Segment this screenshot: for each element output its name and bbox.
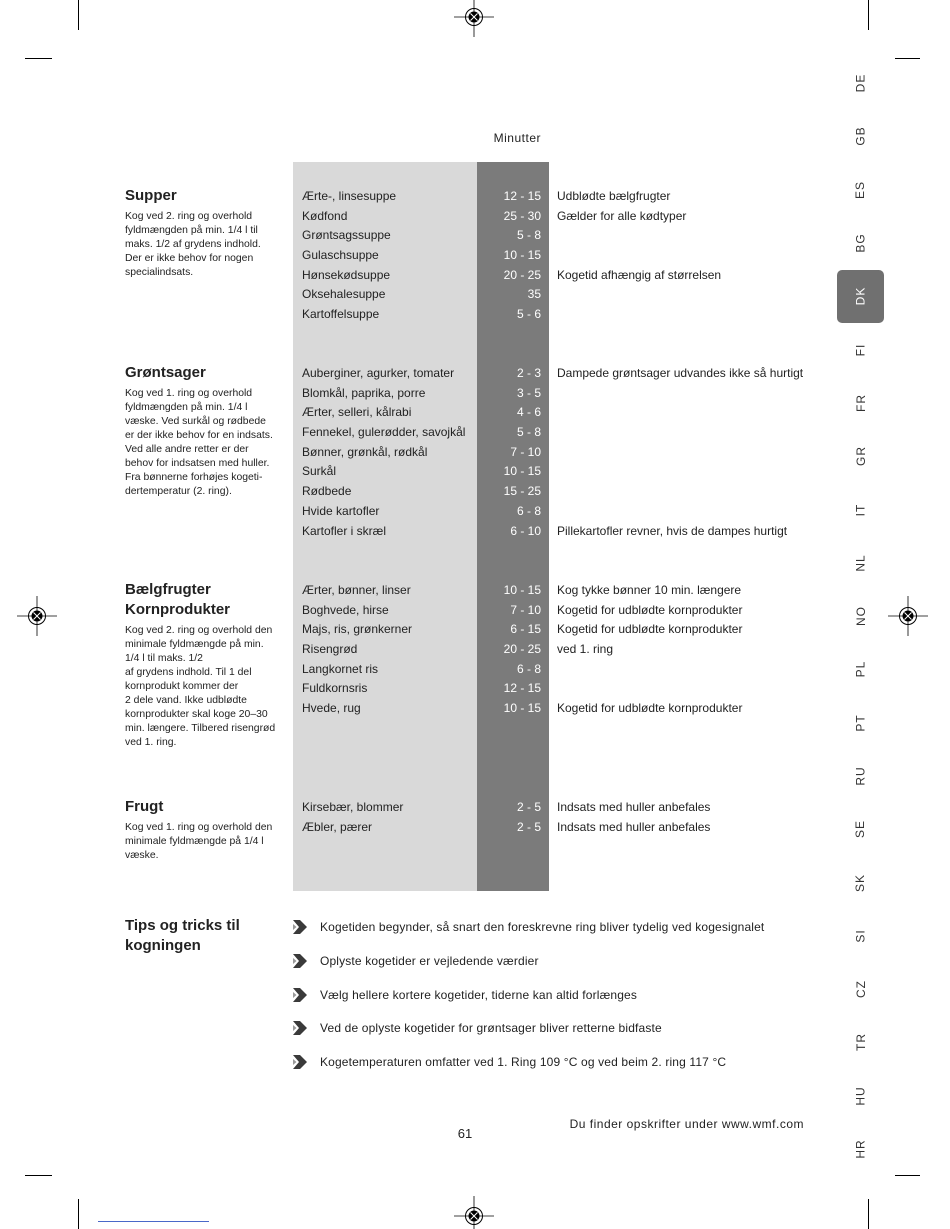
table-row <box>0 502 830 522</box>
language-tab-label: SE <box>853 820 868 839</box>
language-tab-gr <box>837 430 884 483</box>
cooking-time: 2 - 5 <box>516 800 541 814</box>
crop-mark <box>25 58 52 59</box>
description-line: minimale fyldmængde på 1/4 l <box>125 836 264 847</box>
cooking-note: Udblødte bælgfrugter <box>557 189 671 203</box>
table-row <box>0 266 830 286</box>
section-title-line: Bælgfrugter <box>125 581 211 598</box>
crop-mark <box>895 58 920 59</box>
language-tab-si <box>837 909 884 962</box>
description-line: dertemperatur (2. ring). <box>125 486 232 497</box>
cooking-time: 6 - 8 <box>516 661 541 676</box>
language-tab-label: ES <box>853 180 868 199</box>
description-line: kornprodukter skal koge 20–30 <box>125 709 268 720</box>
language-tab-hu <box>837 1069 884 1122</box>
tip-item <box>293 1018 813 1038</box>
language-tab-label: PT <box>853 714 868 732</box>
table-row <box>0 187 830 207</box>
double-arrow-icon <box>293 1021 308 1035</box>
dish-name: Gulaschsuppe <box>302 248 379 263</box>
cooking-note: ved 1. ring <box>557 642 614 657</box>
dish-name: Oksehalesuppe <box>302 287 386 302</box>
language-tabs <box>837 57 884 1176</box>
language-tab-pl <box>837 643 884 696</box>
page-number: 61 <box>457 1126 473 1141</box>
double-arrow-icon <box>293 920 308 934</box>
section-title-line: Grøntsager <box>125 364 206 381</box>
crop-mark <box>868 0 869 30</box>
table-row <box>0 207 830 227</box>
language-tab-bg <box>837 216 884 269</box>
dish-name: Fuldkornsris <box>302 681 368 696</box>
crop-mark <box>78 1199 79 1229</box>
minutes-column-header: Minutter <box>493 131 541 145</box>
dish-name: Surkål <box>302 464 337 479</box>
cooking-note: Kogetid afhængig af størrelsen <box>557 267 722 282</box>
description-line: ved 1. ring. <box>125 737 177 748</box>
table-row <box>0 482 830 502</box>
tip-item <box>293 1052 813 1072</box>
cooking-table-groentsager <box>0 364 830 541</box>
dish-name: Hønsekødsuppe <box>302 267 391 282</box>
language-tab-label: RU <box>853 766 868 786</box>
language-tab-label: HU <box>853 1086 868 1106</box>
language-tab-ru <box>837 749 884 802</box>
language-tab-fi <box>837 323 884 376</box>
cooking-note: Gælder for alle kødtyper <box>557 208 687 223</box>
description-line: 1/4 l til maks. 1/2 <box>125 653 203 664</box>
section-title-line: Frugt <box>125 798 164 815</box>
double-arrow-icon <box>293 1055 308 1069</box>
table-row <box>0 601 830 621</box>
cooking-time: 12 - 15 <box>503 681 541 696</box>
link-underline <box>98 1221 209 1222</box>
description-line: fyldmængden på min. 1/4 l <box>125 402 248 413</box>
description-line: min. længere. Tilbered risengrød <box>125 723 276 734</box>
tip-text: Vælg hellere kortere kogetider, tiderne kan altid forlænges <box>320 987 638 1002</box>
cooking-time: 7 - 10 <box>510 602 541 617</box>
cooking-time: 5 - 6 <box>516 307 541 322</box>
cooking-time: 10 - 15 <box>503 583 541 597</box>
cooking-note: Pillekartofler revner, hvis de dampes hurtigt <box>557 523 788 538</box>
cooking-time: 6 - 15 <box>510 622 541 637</box>
table-row <box>0 403 830 423</box>
description-line: kornprodukt kommer der <box>125 681 239 692</box>
description-line: er der ikke behov for en indsats. <box>125 430 273 441</box>
language-tab-label: FI <box>853 343 868 356</box>
table-row <box>0 226 830 246</box>
cooking-time: 35 <box>527 287 541 302</box>
cooking-time: 12 - 15 <box>503 189 541 203</box>
table-row <box>0 462 830 482</box>
dish-name: Kødfond <box>302 208 348 223</box>
description-line: specialindsats. <box>125 267 194 278</box>
dish-name: Æbler, pærer <box>302 819 373 834</box>
crop-mark <box>25 1175 52 1176</box>
language-tab-label: NO <box>853 606 868 627</box>
language-tab-dk-active <box>837 270 884 323</box>
cooking-table-baelgfrugter <box>0 581 830 719</box>
description-line: af grydens indhold. Til 1 del <box>125 667 252 678</box>
cooking-note: Kog tykke bønner 10 min. længere <box>557 583 742 597</box>
cooking-time: 5 - 8 <box>516 228 541 243</box>
crop-mark <box>868 1199 869 1229</box>
dish-name: Grøntsagssuppe <box>302 228 391 243</box>
section-title-line: Kornprodukter <box>125 601 230 618</box>
description-line: Der er ikke behov for nogen <box>125 253 254 264</box>
registration-mark-icon <box>888 596 928 636</box>
tips-title <box>125 916 240 955</box>
description-line: 2 dele vand. Ikke udblødte <box>125 695 247 706</box>
language-tab-fr <box>837 376 884 429</box>
cooking-table-supper <box>0 187 830 325</box>
dish-name: Rødbede <box>302 484 352 499</box>
table-row <box>0 364 830 384</box>
table-row <box>0 423 830 443</box>
cooking-time: 5 - 8 <box>516 425 541 440</box>
language-tab-cz <box>837 963 884 1016</box>
table-row <box>0 620 830 640</box>
crop-mark <box>895 1175 920 1176</box>
language-tab-label: FR <box>853 393 868 412</box>
language-tab-label: SK <box>853 873 868 892</box>
dish-name: Ærter, bønner, linser <box>302 583 411 597</box>
tip-text: Kogetiden begynder, så snart den foreskrevne ring bliver tydelig ved kogesignalet <box>320 920 765 934</box>
table-row <box>0 660 830 680</box>
table-row <box>0 246 830 266</box>
table-row <box>0 679 830 699</box>
table-row <box>0 581 830 601</box>
cooking-time: 7 - 10 <box>510 444 541 459</box>
language-tab-it <box>837 483 884 536</box>
dish-name: Bønner, grønkål, rødkål <box>302 444 428 459</box>
language-tab-tr <box>837 1016 884 1069</box>
language-tab-label: GB <box>853 126 868 147</box>
dish-name: Boghvede, hirse <box>302 602 389 617</box>
cooking-time: 10 - 15 <box>503 464 541 479</box>
cooking-time: 4 - 6 <box>516 405 541 420</box>
table-row <box>0 798 830 818</box>
tip-text: Oplyste kogetider er vejledende værdier <box>320 953 539 968</box>
recipes-url-text: Du finder opskrifter under www.wmf.com <box>569 1117 804 1131</box>
description-line: Kog ved 1. ring og overhold den <box>125 822 273 833</box>
section-title-line: Supper <box>125 187 177 204</box>
tip-text: Ved de oplyste kogetider for grøntsager bliver retterne bidfaste <box>320 1021 662 1036</box>
language-tab-es <box>837 163 884 216</box>
description-line: behov for indsatsen med huller. <box>125 458 270 469</box>
dish-name: Hvede, rug <box>302 701 361 716</box>
language-tab-label: CZ <box>853 980 868 999</box>
cooking-time: 10 - 15 <box>503 248 541 263</box>
table-row <box>0 699 830 719</box>
dish-name: Ærte-, linsesuppe <box>302 189 397 203</box>
table-row <box>0 640 830 660</box>
dish-name: Kirsebær, blommer <box>302 800 404 814</box>
language-tab-label: GR <box>853 446 868 467</box>
tip-text: Kogetemperaturen omfatter ved 1. Ring 109 °C og ved beim 2. ring 117 °C <box>320 1055 727 1069</box>
cooking-time: 15 - 25 <box>503 484 541 499</box>
cooking-time: 25 - 30 <box>503 208 541 223</box>
language-tab-nl <box>837 536 884 589</box>
cooking-time: 20 - 25 <box>503 267 541 282</box>
language-tab-se <box>837 803 884 856</box>
table-row <box>0 384 830 404</box>
cooking-note: Dampede grøntsager udvandes ikke så hurtigt <box>557 366 804 380</box>
language-tab-label: BG <box>853 233 868 253</box>
language-tab-gb <box>837 110 884 163</box>
dish-name: Blomkål, paprika, porre <box>302 385 426 400</box>
dish-name: Hvide kartofler <box>302 503 380 518</box>
cooking-time: 2 - 3 <box>516 366 541 380</box>
tip-item <box>293 985 813 1005</box>
language-tab-hr <box>837 1122 884 1175</box>
tip-item <box>293 917 813 937</box>
cooking-note: Kogetid for udblødte kornprodukter <box>557 701 743 716</box>
description-line: minimale fyldmængde på min. <box>125 639 264 650</box>
cooking-time: 6 - 10 <box>510 523 541 538</box>
language-tab-label: PL <box>853 661 868 678</box>
cooking-time: 2 - 5 <box>516 819 541 834</box>
description-line: Kog ved 2. ring og overhold <box>125 211 253 222</box>
cooking-note: Indsats med huller anbefales <box>557 819 711 834</box>
description-line: fyldmængden på min. 1/4 l til <box>125 225 258 236</box>
language-tab-de <box>837 57 884 110</box>
crop-mark <box>78 0 79 30</box>
tip-item <box>293 951 813 971</box>
dish-name: Kartoffelsuppe <box>302 307 380 322</box>
description-line: Fra bønnerne forhøjes kogeti- <box>125 472 263 483</box>
table-row <box>0 305 830 325</box>
registration-mark-icon <box>454 1196 494 1229</box>
dish-name: Auberginer, agurker, tomater <box>302 366 455 380</box>
description-line: maks. 1/2 af grydens indhold. <box>125 239 261 250</box>
table-row <box>0 522 830 542</box>
cooking-time: 6 - 8 <box>516 503 541 518</box>
cooking-note: Kogetid for udblødte kornprodukter <box>557 602 743 617</box>
cooking-table-frugt <box>0 798 830 837</box>
registration-mark-icon <box>454 0 494 37</box>
dish-name: Langkornet ris <box>302 661 379 676</box>
tips-title-line: Tips og tricks til <box>125 917 240 934</box>
description-line: Kog ved 1. ring og overhold <box>125 388 253 399</box>
cooking-note: Indsats med huller anbefales <box>557 800 711 814</box>
language-tab-pt <box>837 696 884 749</box>
cooking-time: 3 - 5 <box>516 385 541 400</box>
cooking-time: 10 - 15 <box>503 701 541 716</box>
language-tab-label: IT <box>853 503 868 516</box>
language-tab-label: DE <box>853 73 868 93</box>
dish-name: Kartofler i skræl <box>302 523 387 538</box>
table-row <box>0 818 830 838</box>
dish-name: Majs, ris, grønkerner <box>302 622 413 637</box>
description-line: væske. Ved surkål og rødbede <box>125 416 266 427</box>
double-arrow-icon <box>293 954 308 968</box>
language-tab-label: HR <box>853 1139 868 1159</box>
description-line: Kog ved 2. ring og overhold den <box>125 625 273 636</box>
table-row <box>0 443 830 463</box>
cooking-time: 20 - 25 <box>503 642 541 657</box>
dish-name: Risengrød <box>302 642 358 657</box>
double-arrow-icon <box>293 988 308 1002</box>
description-line: væske. <box>125 850 159 861</box>
dish-name: Ærter, selleri, kålrabi <box>302 405 412 420</box>
language-tab-label: TR <box>853 1033 868 1052</box>
table-row <box>0 285 830 305</box>
cooking-note: Kogetid for udblødte kornprodukter <box>557 622 743 637</box>
language-tab-label: NL <box>853 554 868 572</box>
tips-list <box>293 917 813 1086</box>
dish-name: Fennekel, gulerødder, savojkål <box>302 425 466 440</box>
language-tab-label: DK <box>853 286 868 306</box>
language-tab-no <box>837 589 884 642</box>
tips-title-line: kogningen <box>125 936 201 954</box>
language-tab-label: SI <box>853 929 868 943</box>
description-line: Ved alle andre retter er der <box>125 444 249 455</box>
language-tab-sk <box>837 856 884 909</box>
